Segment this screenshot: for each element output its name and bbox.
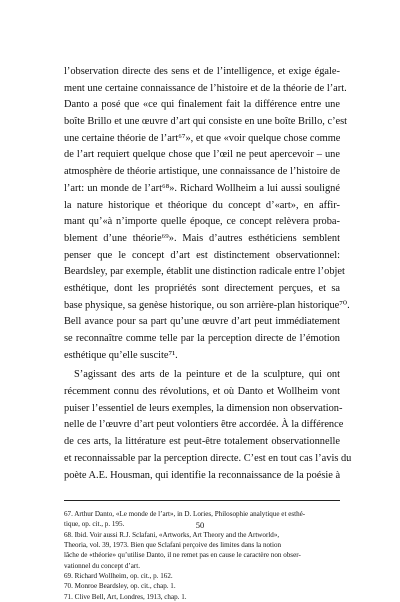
footnote-divider xyxy=(64,500,340,501)
text-line: et reconnaissable par la perception directe. C’est en tout cas l’avis du xyxy=(64,452,352,464)
text-line: se reconnaître comme telle par la perception directe de l’émotion xyxy=(64,333,340,344)
footnote-line: 69. Richard Wollheim, op. cit., p. 162. xyxy=(64,571,173,580)
footnote-line: 70. Monroe Beardsley, op. cit., chap. 1. xyxy=(64,582,176,591)
text-line: Beardsley, par exemple, établit une distinction radicale entre l’objet xyxy=(64,266,345,278)
text-line: blement d’une théorie⁶⁹». Mais d’autres esthéticiens semblent xyxy=(64,232,340,244)
text-line: nelle de l’œuvre d’art peut volontiers être accordée. À la différence xyxy=(64,419,344,431)
text-line: mant qu’«à n’importe quelle époque, ce concept relèvera proba- xyxy=(64,216,340,228)
text-line: esthétique, dont les propriétés sont directement perçues, et sa xyxy=(64,282,340,294)
paragraph-1 xyxy=(64,64,350,364)
text-line: S’agissant des arts de la peinture et de la sculpture, qui ont xyxy=(74,369,340,381)
text-line: esthétique qu’elle suscite⁷¹. xyxy=(64,349,178,361)
text-line: récemment connu des révolutions, et où Danto et Wollheim vont xyxy=(64,386,340,398)
text-line: penser que le concept d’art est distinctement observationnel: xyxy=(64,249,340,261)
text-line: boîte Brillo et une œuvre d’art qui consiste en une boîte Brillo, c’est xyxy=(64,116,348,128)
footnote-line: vationnel du concept d’art. xyxy=(64,561,141,570)
text-line: puiser l’essentiel de leurs exemples, la dimension non observation- xyxy=(64,402,343,414)
text-line: la nature historique et théorique du concept d’«art», en affir- xyxy=(64,199,340,211)
text-line: poète A.E. Housman, qui identifie la reconnaissance de la poésie à xyxy=(64,469,341,481)
footnote-line: lâche de «théorie» qu’utilise Danto, il ne remet pas en cause le caractère non obser- xyxy=(64,551,301,560)
paragraph-2 xyxy=(64,367,352,484)
text-line: une certaine théorie de l’art⁶⁷», et que «voir quelque chose comme xyxy=(64,132,341,144)
footnote-line: 68. Ibid. Voir aussi R.J. Sclafani, «Artworks, Art Theory and the Artworld», xyxy=(64,530,280,539)
text-line: de ces arts, la littérature est peut-être totalement observationnelle xyxy=(64,436,340,448)
text-line: ment une certaine connaissance de l’histoire et de la théorie de l’art. xyxy=(64,82,347,94)
text-line: base physique, sa genèse historique, ou son arrière-plan historique⁷⁰. xyxy=(64,299,350,311)
text-line: Bell avance pour sa part qu’une œuvre d’art peut immédiatement xyxy=(64,316,340,328)
text-line: l’observation directe des sens et de l’intelligence, et exige égale- xyxy=(64,66,340,77)
text-line: Danto a posé que «ce qui finalement fait la différence entre une xyxy=(64,99,340,111)
text-line: de l’art requiert quelque chose que l’œil ne peut apercevoir – une xyxy=(64,149,340,161)
text-line: atmosphère de théorie artistique, une connaissance de l’histoire de xyxy=(64,166,340,178)
footnote-line: 71. Clive Bell, Art, Londres, 1913, chap. 1. xyxy=(64,592,187,601)
footnote-line: 67. Arthur Danto, «Le monde de l’art», in D. Lories, Philosophie analytique et esthé- xyxy=(64,510,306,519)
footnote-line: Theoria, vol. 39, 1973. Bien que Sclafani perçoive des limites dans la notion xyxy=(64,541,282,550)
footnote-line: tique, op. cit., p. 195. xyxy=(64,520,125,529)
text-line: l’art: un monde de l’art⁶⁸». Richard Wollheim a lui aussi souligné xyxy=(64,182,340,194)
page-number: 50 xyxy=(195,520,205,530)
